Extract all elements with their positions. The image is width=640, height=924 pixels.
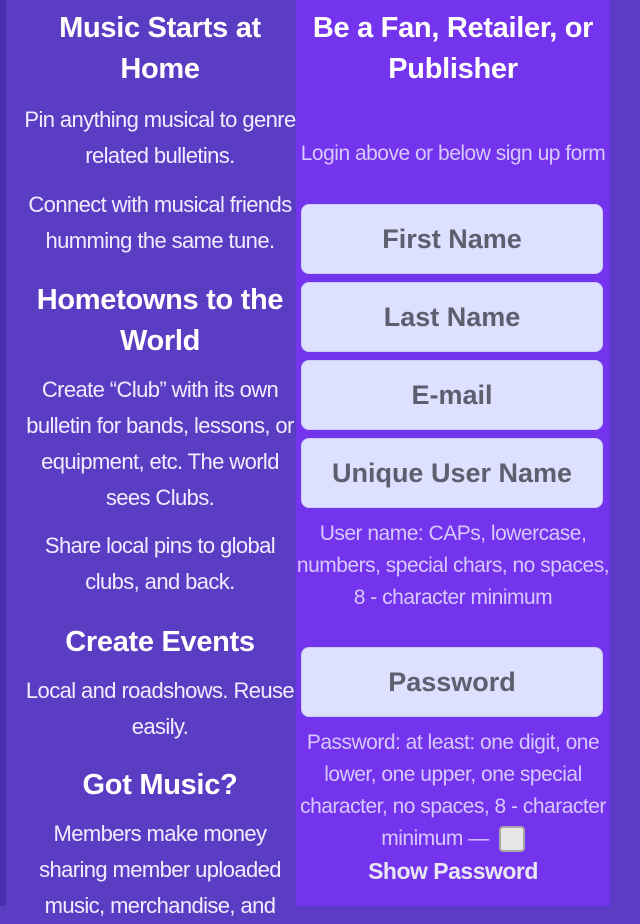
signup-title: Be a Fan, Retailer, or Publisher [312, 12, 594, 85]
section-heading: Music Starts at Home [59, 12, 261, 85]
first-name-field[interactable]: First Name [301, 204, 603, 274]
password-field[interactable]: Password [301, 647, 603, 717]
section-events [24, 622, 296, 663]
signup-subtitle: Login above or below sign up form [300, 142, 606, 165]
section-paragraph-group [24, 187, 296, 259]
section-got-music [24, 765, 296, 806]
section-paragraph: Share local pins to global clubs, and back. [44, 533, 276, 594]
section-paragraph: Connect with musical friends humming the same tune. [28, 192, 292, 253]
section-paragraph-group [24, 816, 296, 924]
section-heading: Got Music? [82, 769, 238, 801]
section-paragraph: Local and roadshows. Reuse easily. [25, 678, 295, 739]
section-heading: Create Events [65, 626, 255, 658]
email-field[interactable]: E-mail [301, 360, 603, 430]
section-paragraph: Pin anything musical to genre related bulletins. [24, 107, 296, 168]
username-hint: User name: CAPs, lowercase, numbers, special chars, no spaces, 8 - character minimum [296, 522, 610, 609]
features-column [0, 0, 296, 918]
username-field[interactable]: Unique User Name [301, 438, 603, 508]
show-password-checkbox[interactable] [499, 826, 525, 852]
section-paragraph: Create “Club” with its own bulletin for bands, lessons, or equipment, etc. The world sees Clubs. [26, 377, 294, 510]
section-hometowns [24, 280, 296, 362]
password-hint: Password: at least: one digit, one lower, one upper, one special character, no spaces, 8 - character minimum — [300, 731, 606, 850]
section-paragraph-group [24, 528, 296, 600]
section-paragraph: Members make money sharing member uploaded music, merchandise, and [39, 821, 281, 918]
signup-panel [296, 0, 610, 906]
signup-title-wrap [304, 8, 602, 90]
section-paragraph-group [24, 102, 296, 174]
right-edge-strip [610, 0, 640, 906]
section-music-home [24, 8, 296, 90]
last-name-field[interactable]: Last Name [301, 282, 603, 352]
section-paragraph-group [24, 372, 296, 516]
password-hint-wrap [296, 727, 610, 887]
show-password-label[interactable]: Show Password [368, 858, 538, 884]
section-heading: Hometowns to the World [36, 284, 284, 357]
section-paragraph-group [24, 673, 296, 745]
